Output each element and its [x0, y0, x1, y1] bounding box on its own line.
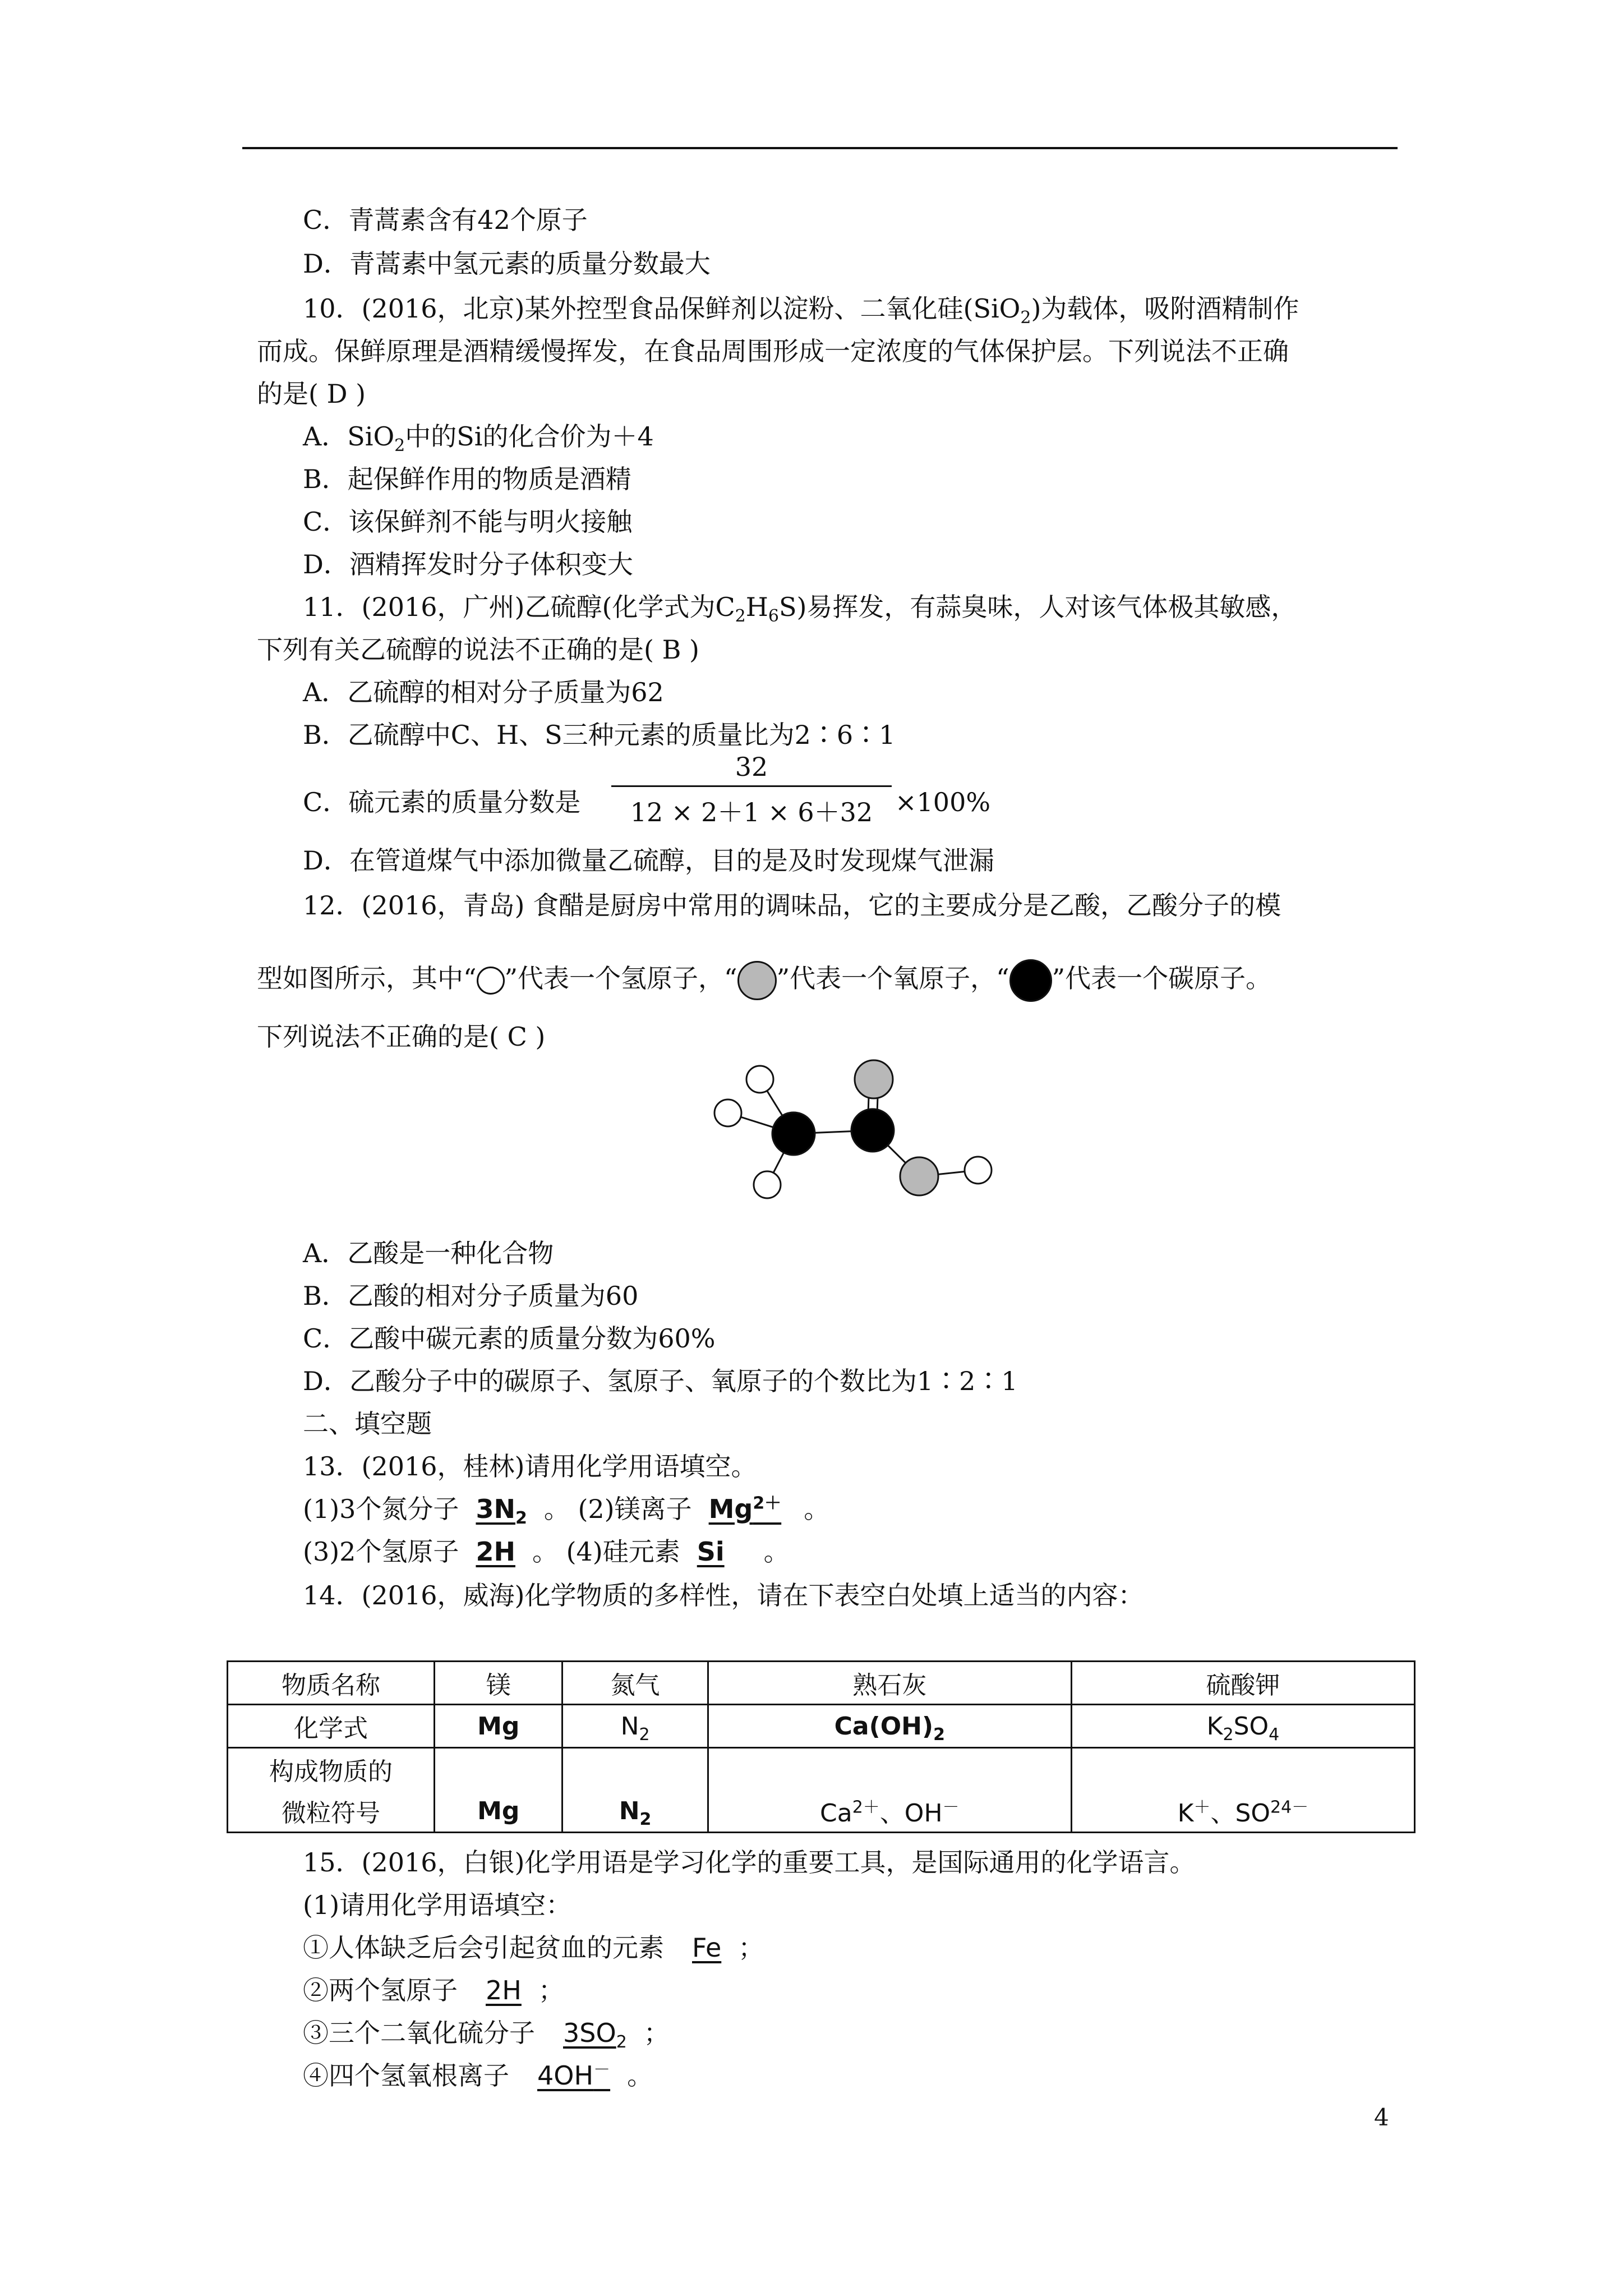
text: (3)2个氢原子 — [303, 1536, 459, 1567]
answer-blank — [509, 2059, 627, 2092]
q10-option-a — [303, 420, 654, 456]
text: 。 — [763, 1536, 790, 1567]
table-cell: 化学式 — [228, 1705, 435, 1748]
table-cell — [708, 1705, 1071, 1748]
q15-item-4 — [303, 2059, 653, 2092]
q10-option-d: D．酒精挥发时分子体积变大 — [303, 549, 633, 579]
superscript: 2＋ — [852, 1797, 880, 1818]
q11-stem-2: 下列有关乙硫醇的说法不正确的是( B ) — [257, 634, 699, 665]
subscript: 2 — [515, 1508, 527, 1529]
q13-stem: 13．(2016，桂林)请用化学用语填空。 — [303, 1451, 757, 1481]
table-cell — [708, 1748, 1071, 1791]
superscript: － — [942, 1797, 960, 1818]
table-cell: 微粒符号 — [228, 1790, 435, 1833]
oxygen-atom — [855, 1060, 893, 1098]
text: SO — [1233, 1711, 1269, 1741]
text: )为载体，吸附酒精制作 — [1031, 293, 1299, 324]
text: 4OH — [537, 2060, 594, 2091]
subscript: 6 — [768, 606, 779, 627]
acetic-acid-molecule-diagram — [695, 1055, 998, 1234]
text: ②两个氢原子 — [303, 1975, 458, 2005]
text: 、SO — [1210, 1799, 1271, 1828]
subscript: 2 — [1223, 1724, 1234, 1745]
q15-part-1: (1)请用化学用语填空： — [303, 1890, 572, 1920]
header-rule — [242, 147, 1398, 149]
q12-stem-1: 12．(2016，青岛) 食醋是厨房中常用的调味品，它的主要成分是乙酸，乙酸分子的模 — [303, 890, 1281, 921]
table-cell: 氮气 — [562, 1662, 708, 1705]
carbon-atom-icon — [1009, 959, 1052, 1002]
text: 。 — [804, 1494, 830, 1524]
text: S)易挥发，有蒜臭味，人对该气体极其敏感， — [778, 592, 1297, 622]
text: 型如图所示，其中“ — [257, 963, 477, 993]
table-cell — [562, 1790, 708, 1833]
q11-option-a: A．乙硫醇的相对分子质量为62 — [303, 677, 664, 707]
text: N — [619, 1796, 640, 1825]
table-cell — [435, 1748, 562, 1791]
text: 3SO — [563, 2018, 616, 2048]
text: 、OH — [879, 1799, 943, 1828]
section-heading: 二、填空题 — [303, 1409, 432, 1439]
answer-blank — [692, 1492, 804, 1526]
subscript: 4 — [1269, 1724, 1280, 1745]
text: Mg — [708, 1494, 753, 1524]
text: ”代表一个氧原子，“ — [776, 963, 1009, 993]
fraction-bar — [611, 785, 892, 787]
carbon-atom — [851, 1109, 894, 1152]
q12-option-c: C．乙酸中碳元素的质量分数为60% — [303, 1323, 716, 1354]
subscript: 2 — [735, 606, 746, 627]
superscript: ＋ — [1193, 1797, 1211, 1818]
answer-blank — [459, 1492, 543, 1529]
q9-option-c: C．青蒿素含有42个原子 — [303, 205, 588, 235]
q12-stem-3: 下列说法不正确的是( C ) — [257, 1022, 546, 1052]
text: ”代表一个碳原子。 — [1052, 963, 1272, 993]
q13-row-1 — [303, 1492, 830, 1529]
oxygen-atom — [900, 1157, 938, 1195]
text: ①人体缺乏后会引起贫血的元素 — [303, 1932, 664, 1963]
subscript: 2 — [639, 1724, 650, 1745]
q12-option-d: D．乙酸分子中的碳原子、氢原子、氧原子的个数比为1∶2∶1 — [303, 1366, 1018, 1396]
q11-option-d: D．在管道煤气中添加微量乙硫醇，目的是及时发现煤气泄漏 — [303, 845, 994, 876]
superscript: 2＋ — [753, 1493, 782, 1513]
text: 中的Si的化合价为＋4 — [405, 421, 654, 452]
fraction-numerator: 32 — [735, 752, 768, 782]
subscript: 2 — [639, 1809, 652, 1829]
text: Ca — [820, 1799, 852, 1828]
hydrogen-atom-icon — [477, 967, 505, 995]
text: ④四个氢氧根离子 — [303, 2060, 509, 2091]
table-row — [228, 1705, 1415, 1748]
hydrogen-atom — [965, 1157, 992, 1184]
subscript: 2 — [394, 436, 405, 456]
substance-table — [227, 1660, 1415, 1833]
table-cell: Mg — [435, 1705, 562, 1748]
q12-option-a: A．乙酸是一种化合物 — [303, 1238, 554, 1268]
table-cell — [562, 1748, 708, 1791]
q15-stem: 15．(2016，白银)化学用语是学习化学的重要工具，是国际通用的化学语言。 — [303, 1847, 1196, 1878]
answer-blank: 2H — [486, 1975, 522, 2005]
fraction-denominator: 12 × 2＋1 × 6＋32 — [630, 797, 873, 827]
table-cell — [1071, 1705, 1414, 1748]
q13-row-2 — [303, 1535, 790, 1568]
text: ③三个二氧化硫分子 — [303, 2018, 535, 2048]
text: ； — [643, 2018, 670, 2048]
hydrogen-atom — [714, 1099, 741, 1126]
table-cell: Mg — [435, 1790, 562, 1833]
text: (1)3个氮分子 — [303, 1494, 459, 1524]
table-row — [228, 1790, 1415, 1833]
q12-option-b: B．乙酸的相对分子质量为60 — [303, 1281, 639, 1311]
carbon-atom — [772, 1112, 815, 1155]
text: 。 — [627, 2060, 653, 2091]
q15-item-1 — [303, 1931, 764, 1964]
q10-stem-2: 而成。保鲜原理是酒精缓慢挥发，在食品周围形成一定浓度的气体保护层。下列说法不正确 — [257, 336, 1289, 366]
table-cell — [562, 1705, 708, 1748]
table-cell: 物质名称 — [228, 1662, 435, 1705]
q11-option-b: B．乙硫醇中C、H、S三种元素的质量比为2∶6∶1 — [303, 720, 896, 750]
text: N — [620, 1711, 639, 1741]
text: 。 (4)硅元素 — [532, 1536, 680, 1567]
q15-item-3 — [303, 2016, 670, 2053]
q10-option-b: B．起保鲜作用的物质是酒精 — [303, 464, 631, 494]
table-row — [228, 1748, 1415, 1791]
q10-stem-1 — [303, 292, 1299, 328]
table-cell: 镁 — [435, 1662, 562, 1705]
text: A．SiO — [303, 421, 395, 452]
answer-blank: Si — [697, 1536, 725, 1567]
table-cell: 硫酸钾 — [1071, 1662, 1414, 1705]
superscript: 24－ — [1270, 1797, 1309, 1818]
text: Ca(OH) — [834, 1711, 934, 1741]
q12-stem-2 — [257, 959, 1271, 1002]
table-cell — [1071, 1748, 1414, 1791]
table-cell — [708, 1790, 1071, 1833]
hydrogen-atom — [754, 1171, 781, 1198]
q15-item-2 — [303, 1973, 564, 2007]
text: H — [745, 592, 768, 622]
table-cell: 熟石灰 — [708, 1662, 1071, 1705]
text: 3N — [476, 1494, 515, 1524]
q10-option-c: C．该保鲜剂不能与明火接触 — [303, 507, 633, 537]
page-number: 4 — [1374, 2104, 1389, 2131]
hydrogen-atom — [746, 1066, 773, 1093]
text: 11．(2016，广州)乙硫醇(化学式为C — [303, 592, 735, 622]
subscript: 2 — [933, 1724, 945, 1745]
text: ； — [538, 1975, 564, 2005]
table-cell — [1071, 1790, 1414, 1833]
oxygen-atom-icon — [737, 961, 777, 1000]
q11-option-c-prefix: C．硫元素的质量分数是 — [303, 787, 581, 817]
subscript: 2 — [1020, 308, 1031, 328]
text: 10．(2016，北京)某外控型食品保鲜剂以淀粉、二氧化硅(SiO — [303, 293, 1021, 324]
q9-option-d: D．青蒿素中氢元素的质量分数最大 — [303, 249, 711, 279]
text: K — [1206, 1711, 1223, 1741]
text: K — [1177, 1799, 1194, 1828]
q10-stem-3: 的是( D ) — [257, 379, 366, 409]
q14-stem: 14．(2016，威海)化学物质的多样性，请在下表空白处填上适当的内容： — [303, 1580, 1144, 1611]
text: ； — [738, 1932, 764, 1963]
text: 。 (2)镁离子 — [543, 1494, 692, 1524]
q11-option-c-suffix: ×100% — [895, 787, 991, 817]
table-cell: 构成物质的 — [228, 1748, 435, 1791]
q11-stem-1 — [303, 590, 1297, 627]
answer-blank: Fe — [692, 1932, 722, 1963]
answer-blank — [535, 2016, 644, 2053]
answer-blank: 2H — [476, 1536, 515, 1567]
text: ”代表一个氢原子，“ — [504, 963, 737, 993]
subscript: 2 — [616, 2032, 627, 2053]
table-row — [228, 1662, 1415, 1705]
superscript: － — [593, 2060, 611, 2080]
